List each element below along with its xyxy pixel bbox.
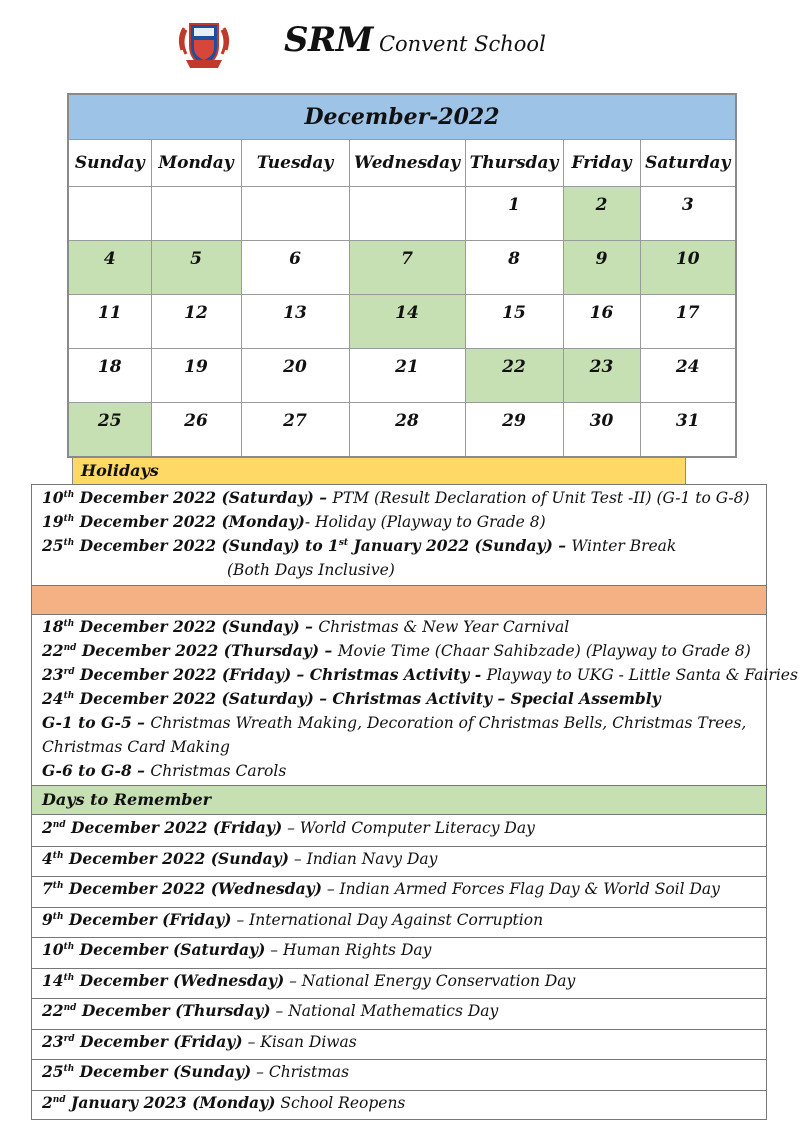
calendar-day-29: 29 — [465, 403, 563, 458]
calendar-day-12: 12 — [151, 295, 241, 349]
events-divider-band — [32, 585, 766, 615]
calendar-week-row — [68, 349, 736, 403]
weekday-friday: Friday — [563, 140, 640, 187]
calendar-week-row — [68, 403, 736, 458]
calendar-day-empty — [68, 187, 151, 241]
calendar-day-2: 2 — [563, 187, 640, 241]
remember-item: 9th December (Friday) – International Day Against Corruption — [42, 909, 544, 929]
calendar-day-empty — [349, 187, 465, 241]
calendar-day-13: 13 — [241, 295, 349, 349]
calendar-day-9: 9 — [563, 241, 640, 295]
calendar-day-6: 6 — [241, 241, 349, 295]
remember-item: 2nd December 2022 (Friday) – World Computer Literacy Day — [42, 818, 535, 837]
calendar-day-8: 8 — [465, 241, 563, 295]
events-box — [31, 484, 798, 1120]
event-item: Christmas Card Making — [42, 738, 230, 756]
calendar-day-14: 14 — [349, 295, 465, 349]
days-to-remember-heading: Days to Remember — [42, 790, 212, 809]
calendar-week-row — [68, 295, 736, 349]
row-divider — [32, 907, 766, 908]
holiday-note: (Both Days Inclusive) — [227, 561, 395, 579]
holidays-heading-tab — [72, 457, 686, 484]
event-item: G-6 to G-8 – Christmas Carols — [42, 761, 287, 780]
calendar-day-empty — [151, 187, 241, 241]
holiday-item: 19th December 2022 (Monday)- Holiday (Playway to Grade 8) — [42, 512, 546, 531]
calendar-day-3: 3 — [640, 187, 736, 241]
weekday-sunday: Sunday — [68, 140, 151, 187]
calendar-day-31: 31 — [640, 403, 736, 458]
weekday-thursday: Thursday — [465, 140, 563, 187]
event-item: 22nd December 2022 (Thursday) – Movie Time (Chaar Sahibzade) (Playway to Grade 8) — [42, 641, 751, 660]
remember-item: 2nd January 2023 (Monday) School Reopens — [42, 1092, 406, 1112]
holiday-item: 25th December 2022 (Sunday) to 1st January 2022 (Sunday) – Winter Break — [42, 536, 677, 555]
row-divider — [32, 846, 766, 847]
weekday-wednesday: Wednesday — [349, 140, 465, 187]
event-item: G-1 to G-5 – Christmas Wreath Making, Decoration of Christmas Bells, Christmas Trees, — [42, 713, 747, 732]
calendar-day-23: 23 — [563, 349, 640, 403]
calendar-day-21: 21 — [349, 349, 465, 403]
calendar-week-row — [68, 187, 736, 241]
calendar-day-1: 1 — [465, 187, 563, 241]
calendar-day-30: 30 — [563, 403, 640, 458]
event-item: 24th December 2022 (Saturday) – Christmas Activity – Special Assembly — [42, 689, 661, 708]
holidays-heading: Holidays — [81, 461, 159, 480]
calendar-day-20: 20 — [241, 349, 349, 403]
calendar-day-11: 11 — [68, 295, 151, 349]
weekday-header-row — [68, 140, 736, 187]
event-item: 18th December 2022 (Sunday) – Christmas & New Year Carnival — [42, 617, 570, 636]
row-divider — [32, 998, 766, 999]
remember-item: 23rd December (Friday) – Kisan Diwas — [42, 1031, 357, 1051]
calendar-day-17: 17 — [640, 295, 736, 349]
calendar-day-24: 24 — [640, 349, 736, 403]
row-divider — [32, 876, 766, 877]
calendar-week-row — [68, 241, 736, 295]
remember-item: 10th December (Saturday) – Human Rights Day — [42, 940, 432, 959]
calendar-day-27: 27 — [241, 403, 349, 458]
weekday-saturday: Saturday — [640, 140, 736, 187]
row-divider — [32, 1059, 766, 1060]
school-title-sub: Convent School — [378, 32, 546, 56]
calendar-body — [68, 187, 736, 458]
calendar-day-15: 15 — [465, 295, 563, 349]
event-item: 23rd December 2022 (Friday) – Christmas Activity - Playway to UKG - Little Santa & Fairies — [42, 665, 798, 684]
calendar-day-4: 4 — [68, 241, 151, 295]
calendar-day-7: 7 — [349, 241, 465, 295]
holiday-item: 10th December 2022 (Saturday) – PTM (Result Declaration of Unit Test -II) (G-1 to G-8) — [42, 488, 750, 507]
weekday-tuesday: Tuesday — [241, 140, 349, 187]
calendar-month-title: December-2022 — [68, 94, 736, 140]
weekday-monday: Monday — [151, 140, 241, 187]
remember-item: 25th December (Sunday) – Christmas — [42, 1062, 350, 1081]
calendar-day-19: 19 — [151, 349, 241, 403]
calendar-day-22: 22 — [465, 349, 563, 403]
calendar-table — [67, 93, 737, 458]
calendar-day-18: 18 — [68, 349, 151, 403]
remember-item: 22nd December (Thursday) – National Mathematics Day — [42, 1001, 499, 1020]
calendar-day-28: 28 — [349, 403, 465, 458]
calendar-day-5: 5 — [151, 241, 241, 295]
days-to-remember-band — [32, 785, 766, 815]
calendar-day-26: 26 — [151, 403, 241, 458]
row-divider — [32, 968, 766, 969]
row-divider — [32, 1090, 766, 1091]
school-title — [284, 20, 546, 60]
row-divider — [32, 1029, 766, 1030]
calendar-day-16: 16 — [563, 295, 640, 349]
school-title-main: SRM — [284, 20, 373, 60]
school-crest-icon — [176, 16, 232, 72]
remember-item: 7th December 2022 (Wednesday) – Indian Armed Forces Flag Day & World Soil Day — [42, 879, 720, 898]
remember-item: 4th December 2022 (Sunday) – Indian Navy Day — [42, 848, 438, 868]
remember-item: 14th December (Wednesday) – National Energy Conservation Day — [42, 970, 576, 990]
calendar-day-10: 10 — [640, 241, 736, 295]
calendar-day-25: 25 — [68, 403, 151, 458]
calendar-day-empty — [241, 187, 349, 241]
row-divider — [32, 937, 766, 938]
